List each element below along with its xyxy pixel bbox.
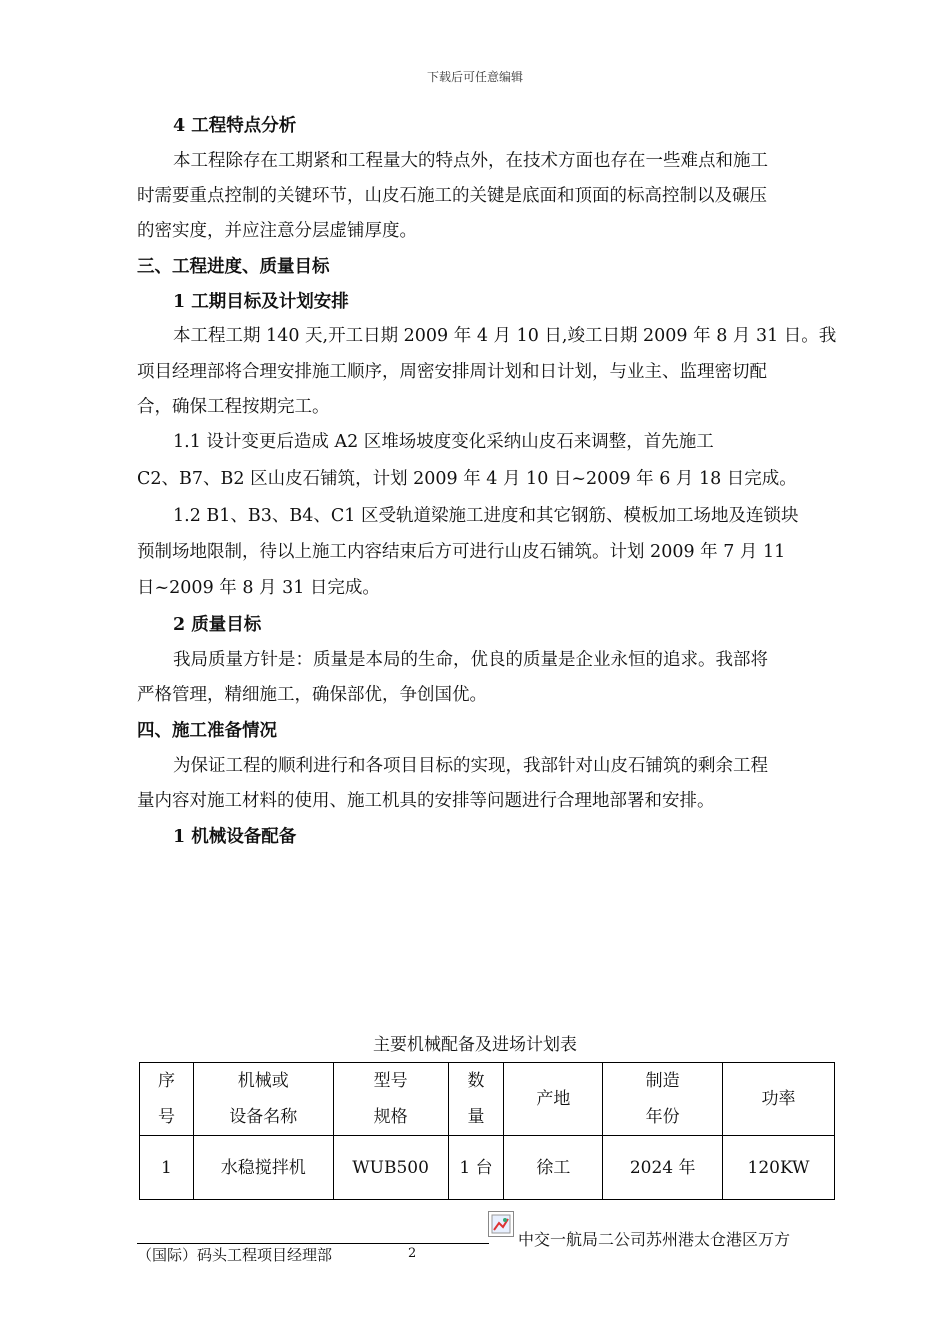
header-power: 功率 — [723, 1063, 835, 1136]
company-logo-icon — [488, 1211, 514, 1237]
paragraph-line: 1.2 B1、B3、B4、C1 区受轨道梁施工进度和其它钢筋、模板加工场地及连锁块 — [173, 506, 799, 526]
paragraph-line: 预制场地限制，待以上施工内容结束后方可进行山皮石铺筑。计划 2009 年 7 月 11 — [137, 542, 786, 562]
header-origin: 产地 — [504, 1063, 603, 1136]
header-year: 制造 年份 — [603, 1063, 723, 1136]
paragraph-line: 本工程工期 140 天,开工日期 2009 年 4 月 10 日,竣工日期 2009 年 8 月 31 日。我 — [173, 326, 837, 346]
section-heading-4: 4 工程特点分析 — [173, 116, 297, 136]
footer-company: 中交一航局二公司苏州港太仓港区万方 — [518, 1230, 791, 1249]
footer-project: （国际）码头工程项目经理部 — [137, 1246, 333, 1264]
section-heading-4-1: 1 机械设备配备 — [173, 827, 297, 847]
paragraph-line: 量内容对施工材料的使用、施工机具的安排等问题进行合理地部署和安排。 — [137, 791, 715, 811]
header-name: 机械或 设备名称 — [193, 1063, 333, 1136]
page-header: 下载后可任意编辑 — [426, 70, 523, 84]
cell-model: WUB500 — [333, 1136, 448, 1200]
section-heading-3-1: 1 工期目标及计划安排 — [173, 292, 349, 312]
paragraph-line: 日~2009 年 8 月 31 日完成。 — [137, 578, 380, 598]
paragraph-line: 为保证工程的顺利进行和各项目目标的实现，我部针对山皮石铺筑的剩余工程 — [173, 756, 768, 776]
table-header-row — [140, 1063, 835, 1136]
paragraph-line: 1.1 设计变更后造成 A2 区堆场坡度变化采纳山皮石来调整，首先施工 — [173, 432, 714, 452]
header-seq: 序 号 — [140, 1063, 194, 1136]
paragraph-line: 合，确保工程按期完工。 — [137, 397, 330, 417]
table-row — [140, 1136, 835, 1200]
chapter-heading-4: 四、施工准备情况 — [137, 721, 277, 741]
paragraph-line: 本工程除存在工期紧和工程量大的特点外，在技术方面也存在一些难点和施工 — [173, 151, 768, 171]
cell-year: 2024 年 — [603, 1136, 723, 1200]
paragraph-line: C2、B7、B2 区山皮石铺筑，计划 2009 年 4 月 10 日~2009 年 6 月 18 日完成。 — [137, 469, 797, 489]
paragraph-line: 严格管理，精细施工，确保部优，争创国优。 — [137, 685, 487, 705]
chapter-heading-3: 三、工程进度、质量目标 — [137, 257, 330, 277]
cell-qty: 1 台 — [448, 1136, 504, 1200]
page-number: 2 — [408, 1246, 417, 1261]
paragraph-line: 的密实度，并应注意分层虚铺厚度。 — [137, 221, 417, 241]
header-qty: 数 量 — [448, 1063, 504, 1136]
table-caption: 主要机械配备及进场计划表 — [373, 1035, 577, 1055]
paragraph-line: 我局质量方针是：质量是本局的生命，优良的质量是企业永恒的追求。我部将 — [173, 650, 768, 670]
cell-name: 水稳搅拌机 — [193, 1136, 333, 1200]
cell-power: 120KW — [723, 1136, 835, 1200]
section-heading-3-2: 2 质量目标 — [173, 615, 262, 635]
paragraph-line: 项目经理部将合理安排施工顺序，周密安排周计划和日计划，与业主、监理密切配 — [137, 362, 767, 382]
header-model: 型号 规格 — [333, 1063, 448, 1136]
paragraph-line: 时需要重点控制的关键环节，山皮石施工的关键是底面和顶面的标高控制以及碾压 — [137, 186, 767, 206]
machinery-table — [139, 1062, 835, 1200]
cell-origin: 徐工 — [504, 1136, 603, 1200]
cell-seq: 1 — [140, 1136, 194, 1200]
